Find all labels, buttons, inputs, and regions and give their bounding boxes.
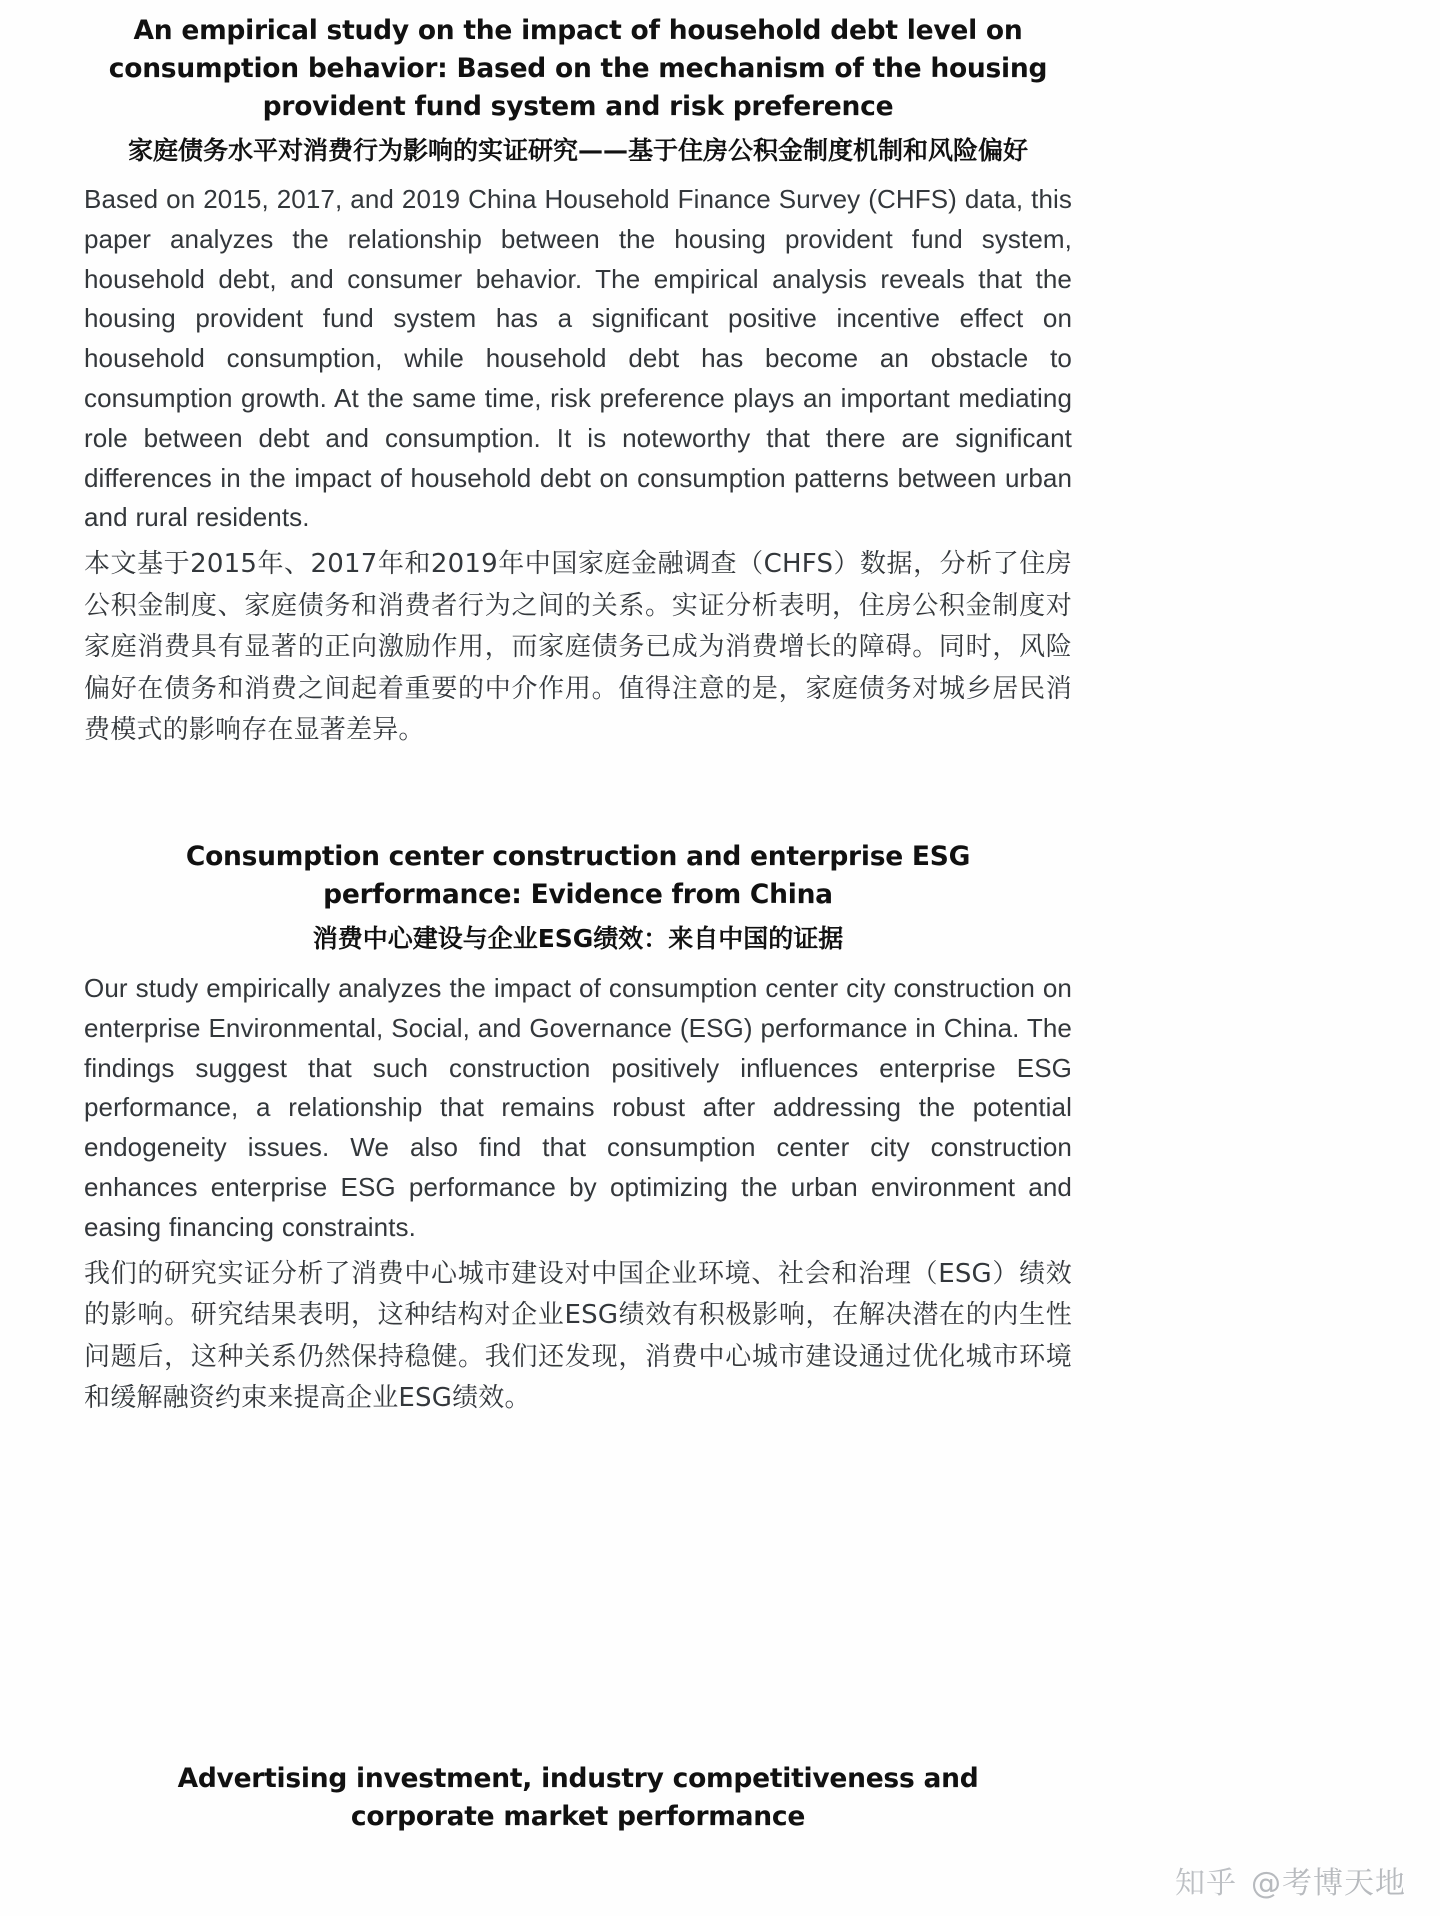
article-title-english-3: Advertising investment, industry competitiveness and corporate market performance <box>177 1763 979 1832</box>
article-title-chinese-1: 家庭债务水平对消费行为影响的实证研究——基于住房公积金制度机制和风险偏好 <box>127 136 1028 165</box>
article-abstract-english-2: Our study empirically analyzes the impact of consumption center city construction on enterprise Environmental, Social, and Governance (ESG) performance in China. The findings suggest that such construction positively influences enterprise ESG performance, a relationship that remains robust after addressing the potential endogeneity issues. We also find that consumption center city construction enhances enterprise ESG performance by optimizing the urban environment and easing financing constraints. <box>84 973 1072 1242</box>
abstract-entry-1 <box>84 12 1072 752</box>
abstract-entry-2 <box>84 838 1072 1420</box>
article-abstract-chinese-2: 我们的研究实证分析了消费中心城市建设对中国企业环境、社会和治理（ESG）绩效的影响。研究结果表明，这种结构对企业ESG绩效有积极影响，在解决潜在的内生性问题后，这种关系仍然保持稳健。我们还发现，消费中心城市建设通过优化城市环境和缓解融资约束来提高企业ESG绩效。 <box>84 1258 1072 1414</box>
article-abstract-english-1: Based on 2015, 2017, and 2019 China Household Finance Survey (CHFS) data, this paper analyzes the relationship between the housing provident fund system, household debt, and consumer behavior. The empirical analysis reveals that the housing provident fund system has a significant positive incentive effect on household consumption, while household debt has become an obstacle to consumption growth. At the same time, risk preference plays an important mediating role between debt and consumption. It is noteworthy that there are significant differences in the impact of household debt on consumption patterns between urban and rural residents. <box>84 184 1072 533</box>
abstract-entry-3 <box>84 1760 1072 1836</box>
article-title-english-2: Consumption center construction and enterprise ESG performance: Evidence from China <box>185 841 971 910</box>
article-abstract-chinese-1: 本文基于2015年、2017年和2019年中国家庭金融调查（CHFS）数据，分析了住房公积金制度、家庭债务和消费者行为之间的关系。实证分析表明，住房公积金制度对家庭消费具有显著的正向激励作用，而家庭债务已成为消费增长的障碍。同时，风险偏好在债务和消费之间起着重要的中介作用。值得注意的是，家庭债务对城乡居民消费模式的影响存在显著差异。 <box>84 549 1072 746</box>
article-title-english-1: An empirical study on the impact of household debt level on consumption behavior: Based on the mechanism of the housing provident fund system and risk preference <box>108 15 1048 122</box>
watermark-brand-label: 知乎 <box>1175 1866 1237 1901</box>
article-title-chinese-2: 消费中心建设与企业ESG绩效：来自中国的证据 <box>312 924 844 953</box>
watermark-handle-label: @考博天地 <box>1251 1866 1406 1901</box>
zhihu-watermark <box>1175 1858 1406 1902</box>
